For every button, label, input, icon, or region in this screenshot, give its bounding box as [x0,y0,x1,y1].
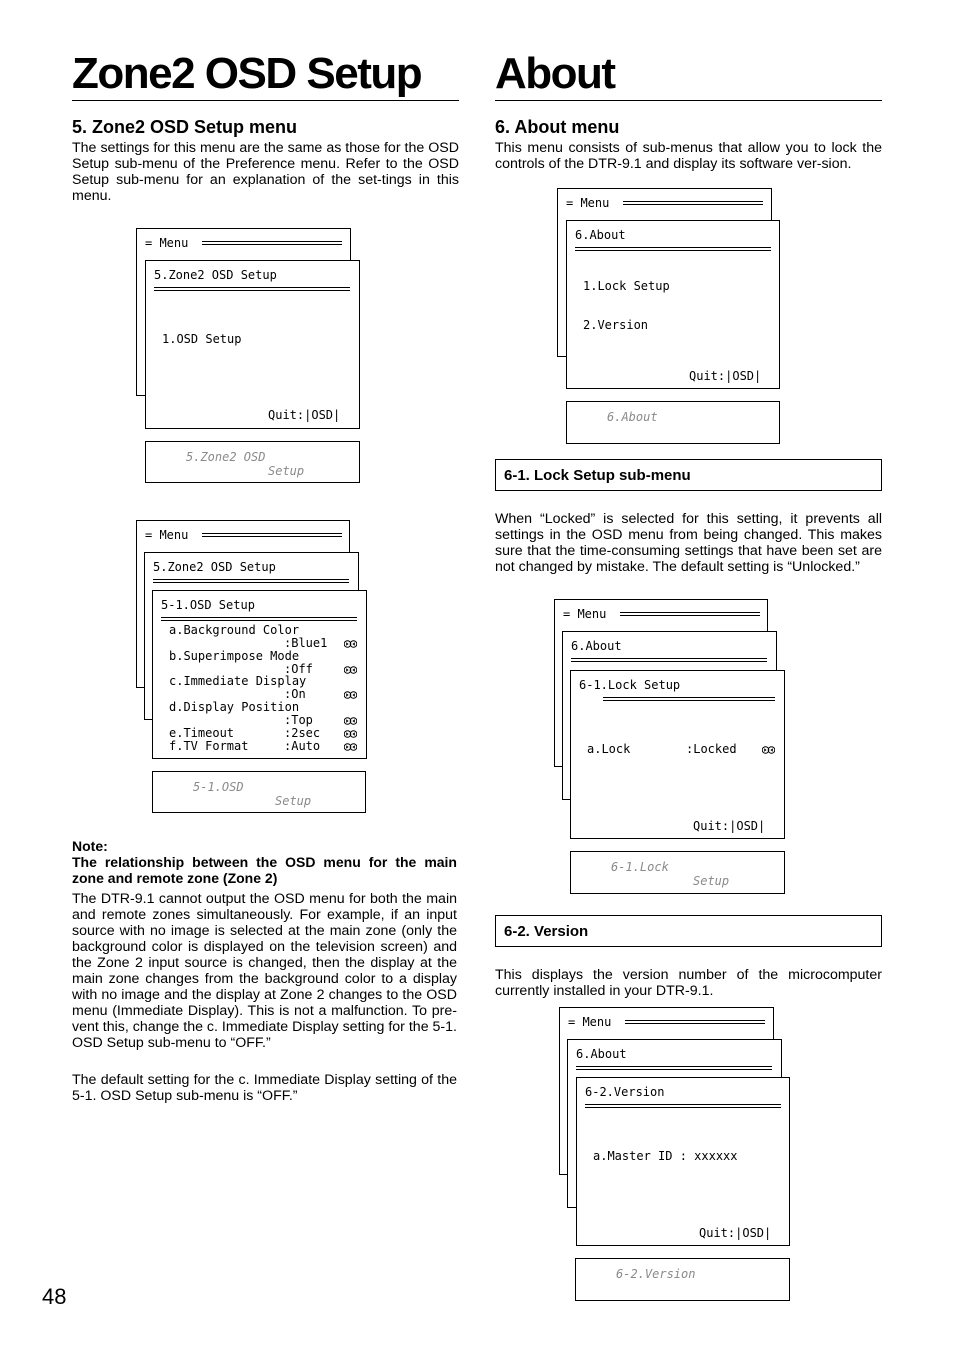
panel-title-rule [603,697,775,701]
menu-rule [202,241,342,245]
quit-hint: Quit:|OSD| [693,819,766,833]
panel-title-rule [585,1104,781,1108]
panel-title-rule [153,579,349,583]
panel-title-rule [161,617,357,621]
panel-title: 6-1.Lock Setup [579,678,681,692]
setting-tv-format[interactable]: f.TV Format [169,739,249,753]
menu-item-osd-setup[interactable]: 1.OSD Setup [162,332,242,346]
panel-title: 5-1.OSD Setup [161,598,255,612]
setting-lock[interactable]: a.Lock [587,742,631,756]
section-heading-zone2: 5. Zone2 OSD Setup menu [72,117,298,137]
setting-value: :Auto [284,739,321,753]
note-label: Note: [72,838,108,854]
setting-superimpose-mode[interactable]: b.Superimpose Mode [169,649,300,663]
setting-value: :2sec [284,726,321,740]
menu-rule [202,533,342,537]
title-rule [72,100,459,101]
setting-background-color[interactable]: a.Background Color [169,623,300,637]
adjust-knob-icon[interactable] [344,639,357,649]
section-heading-about: 6. About menu [495,117,620,137]
page-title-zone2: Zone2 OSD Setup [72,49,422,98]
about-intro: This menu consists of sub-menus that allow you to lock the controls of the DTR-9.1 and display its software ver-sion. [495,140,882,172]
osd-version-panel [576,1077,790,1246]
osd-ghost-display [566,401,780,444]
menu-item-version[interactable]: 2.Version [583,318,649,332]
panel-title: 6-2.Version [585,1085,665,1099]
adjust-knob-icon[interactable] [344,690,357,700]
setting-value: :Top [284,713,313,727]
osd-setup-panel [152,590,367,759]
quit-hint: Quit:|OSD| [268,408,341,422]
setting-timeout[interactable]: e.Timeout [169,726,235,740]
osd-zone2-panel [145,260,360,429]
adjust-knob-icon[interactable] [344,665,357,675]
quit-hint: Quit:|OSD| [689,369,762,383]
panel-title: 5.Zone2 OSD Setup [153,560,276,574]
note-default: The default setting for the c. Immediate Display setting of the 5-1. OSD Setup sub-menu is “OFF.” [72,1072,457,1104]
panel-title: 6.About [576,1047,627,1061]
osd-about-panel [566,220,780,389]
adjust-knob-icon[interactable] [762,745,775,755]
ghost-text-line1: 6.About [607,410,658,424]
menu-rule [623,201,763,205]
page-title-about: About [495,49,615,98]
adjust-knob-icon[interactable] [344,729,357,739]
ghost-text-line1: 5-1.OSD [193,780,244,794]
setting-value: :Blue1 [284,636,328,650]
ghost-text-line2: Setup [693,874,730,888]
setting-value: :Off [284,662,313,676]
menu-rule [625,1020,765,1024]
menu-label: = Menu [566,196,610,210]
panel-title-rule [575,247,771,251]
osd-ghost-display [570,851,785,894]
osd-ghost-display [145,441,360,483]
note-body: The DTR-9.1 cannot output the OSD menu for both the main and remote zones simultaneously. For example, if an input source with no image is selected at the main zone (only the background color is displayed on the television screen) and the Zone 2 input source is changed, then the display at the main zone changes from the background color to a display with no image and the display at Zone 2 changes to the OSD menu (Immediate Display). This is not a malfunction. To pre-vent this, change the c. Immediate Display setting for the 5-1. OSD Setup sub-menu to “OFF.” [72,891,457,1051]
menu-label: = Menu [145,236,189,250]
version-body: This displays the version number of the microcomputer currently installed in your DTR-9.1. [495,967,882,999]
master-id-readout: a.Master ID : xxxxxx [593,1149,738,1163]
setting-value: :Locked [686,742,737,756]
title-rule [495,100,882,101]
panel-title: 6.About [571,639,622,653]
menu-label: = Menu [145,528,189,542]
setting-immediate-display[interactable]: c.Immediate Display [169,674,307,688]
zone2-intro: The settings for this menu are the same as those for the OSD Setup sub-menu of the Preference menu. Refer to the OSD Setup sub-menu for an explanation of the set-tings in this menu. [72,140,459,204]
ghost-text-line2: Setup [268,464,305,478]
setting-display-position[interactable]: d.Display Position [169,700,300,714]
page-number: 48 [42,1284,67,1309]
osd-ghost-display [152,771,366,813]
ghost-text-line1: 6-1.Lock [611,860,669,874]
ghost-text-line2: Setup [275,794,312,808]
osd-lock-panel [570,670,785,839]
quit-hint: Quit:|OSD| [699,1226,772,1240]
adjust-knob-icon[interactable] [344,716,357,726]
menu-rule [620,612,760,616]
setting-value: :On [284,687,306,701]
menu-item-lock-setup[interactable]: 1.Lock Setup [583,279,670,293]
adjust-knob-icon[interactable] [344,742,357,752]
osd-ghost-display [575,1258,790,1301]
panel-title-rule [154,287,350,291]
panel-title-rule [576,1066,772,1070]
panel-title: 6.About [575,228,626,242]
version-heading: 6-2. Version [495,915,882,947]
lock-setup-heading: 6-1. Lock Setup sub-menu [495,459,882,491]
ghost-text-line1: 5.Zone2 OSD [186,450,266,464]
panel-title-rule [571,658,767,662]
menu-label: = Menu [568,1015,612,1029]
lock-setup-body: When “Locked” is selected for this setting, it prevents all settings in the OSD menu from being changed. This makes sure that the time-consuming settings that have been set are not changed by mistake. The default setting is “Unlocked.” [495,511,882,575]
panel-title: 5.Zone2 OSD Setup [154,268,277,282]
note-heading: The relationship between the OSD menu for the main zone and remote zone (Zone 2) [72,854,457,886]
ghost-text-line1: 6-2.Version [616,1267,696,1281]
menu-label: = Menu [563,607,607,621]
